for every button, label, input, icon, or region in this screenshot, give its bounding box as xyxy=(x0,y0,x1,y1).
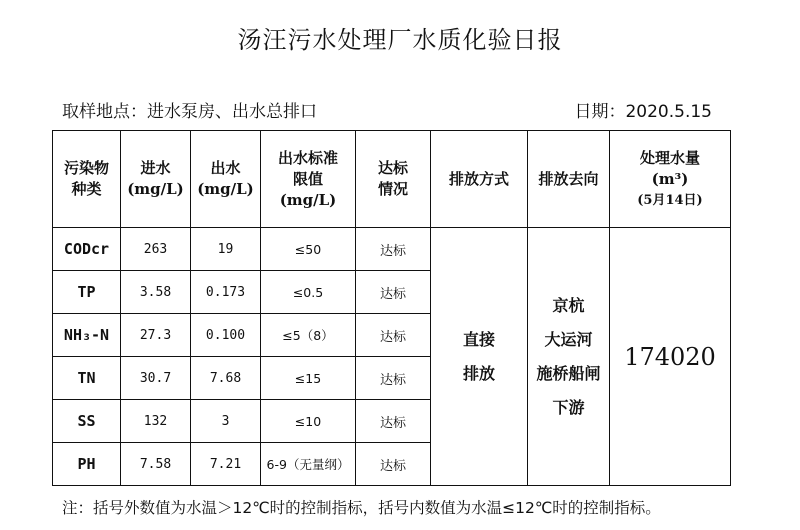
discharge-destination-cell: 京杭 大运河 施桥船闸 下游 xyxy=(528,228,610,486)
effluent-value: 7.21 xyxy=(191,443,261,486)
influent-value: 3.58 xyxy=(121,271,191,314)
influent-value: 30.7 xyxy=(121,357,191,400)
influent-value: 27.3 xyxy=(121,314,191,357)
compliance-status: 达标 xyxy=(356,443,431,486)
header-discharge-destination: 排放去向 xyxy=(528,131,610,228)
pollutant-name: TN xyxy=(53,357,121,400)
pollutant-name: TP xyxy=(53,271,121,314)
table-row xyxy=(53,228,731,271)
header-influent: 进水 (mg/L) xyxy=(121,131,191,228)
sampling-location: 取样地点：进水泵房、出水总排口 xyxy=(62,102,317,122)
table-header-row xyxy=(53,131,731,228)
influent-value: 263 xyxy=(121,228,191,271)
effluent-value: 19 xyxy=(191,228,261,271)
pollutant-name: CODcr xyxy=(53,228,121,271)
standard-limit: 6-9（无量纲） xyxy=(261,443,356,486)
standard-limit: ≤10 xyxy=(261,400,356,443)
effluent-value: 0.173 xyxy=(191,271,261,314)
compliance-status: 达标 xyxy=(356,271,431,314)
report-title: 汤汪污水处理厂水质化验日报 xyxy=(237,26,563,54)
standard-limit: ≤15 xyxy=(261,357,356,400)
water-quality-table xyxy=(52,130,731,486)
header-treated-volume: 处理水量 (m³) (5月14日) xyxy=(610,131,731,228)
header-standard-limit: 出水标准 限值 (mg/L) xyxy=(261,131,356,228)
effluent-value: 7.68 xyxy=(191,357,261,400)
header-effluent: 出水 (mg/L) xyxy=(191,131,261,228)
discharge-method-cell: 直接 排放 xyxy=(431,228,528,486)
footnote: 注：括号外数值为水温＞12℃时的控制指标，括号内数值为水温≤12℃时的控制指标。 xyxy=(62,499,661,517)
standard-limit: ≤5（8） xyxy=(261,314,356,357)
effluent-value: 3 xyxy=(191,400,261,443)
effluent-value: 0.100 xyxy=(191,314,261,357)
compliance-status: 达标 xyxy=(356,314,431,357)
influent-value: 132 xyxy=(121,400,191,443)
compliance-status: 达标 xyxy=(356,400,431,443)
influent-value: 7.58 xyxy=(121,443,191,486)
header-pollutant: 污染物 种类 xyxy=(53,131,121,228)
standard-limit: ≤0.5 xyxy=(261,271,356,314)
pollutant-name: PH xyxy=(53,443,121,486)
header-compliance: 达标 情况 xyxy=(356,131,431,228)
compliance-status: 达标 xyxy=(356,357,431,400)
header-discharge-method: 排放方式 xyxy=(431,131,528,228)
report-date: 日期：2020.5.15 xyxy=(574,102,712,122)
pollutant-name: NH₃-N xyxy=(53,314,121,357)
treated-volume-value: 174020 xyxy=(610,228,731,486)
standard-limit: ≤50 xyxy=(261,228,356,271)
compliance-status: 达标 xyxy=(356,228,431,271)
pollutant-name: SS xyxy=(53,400,121,443)
